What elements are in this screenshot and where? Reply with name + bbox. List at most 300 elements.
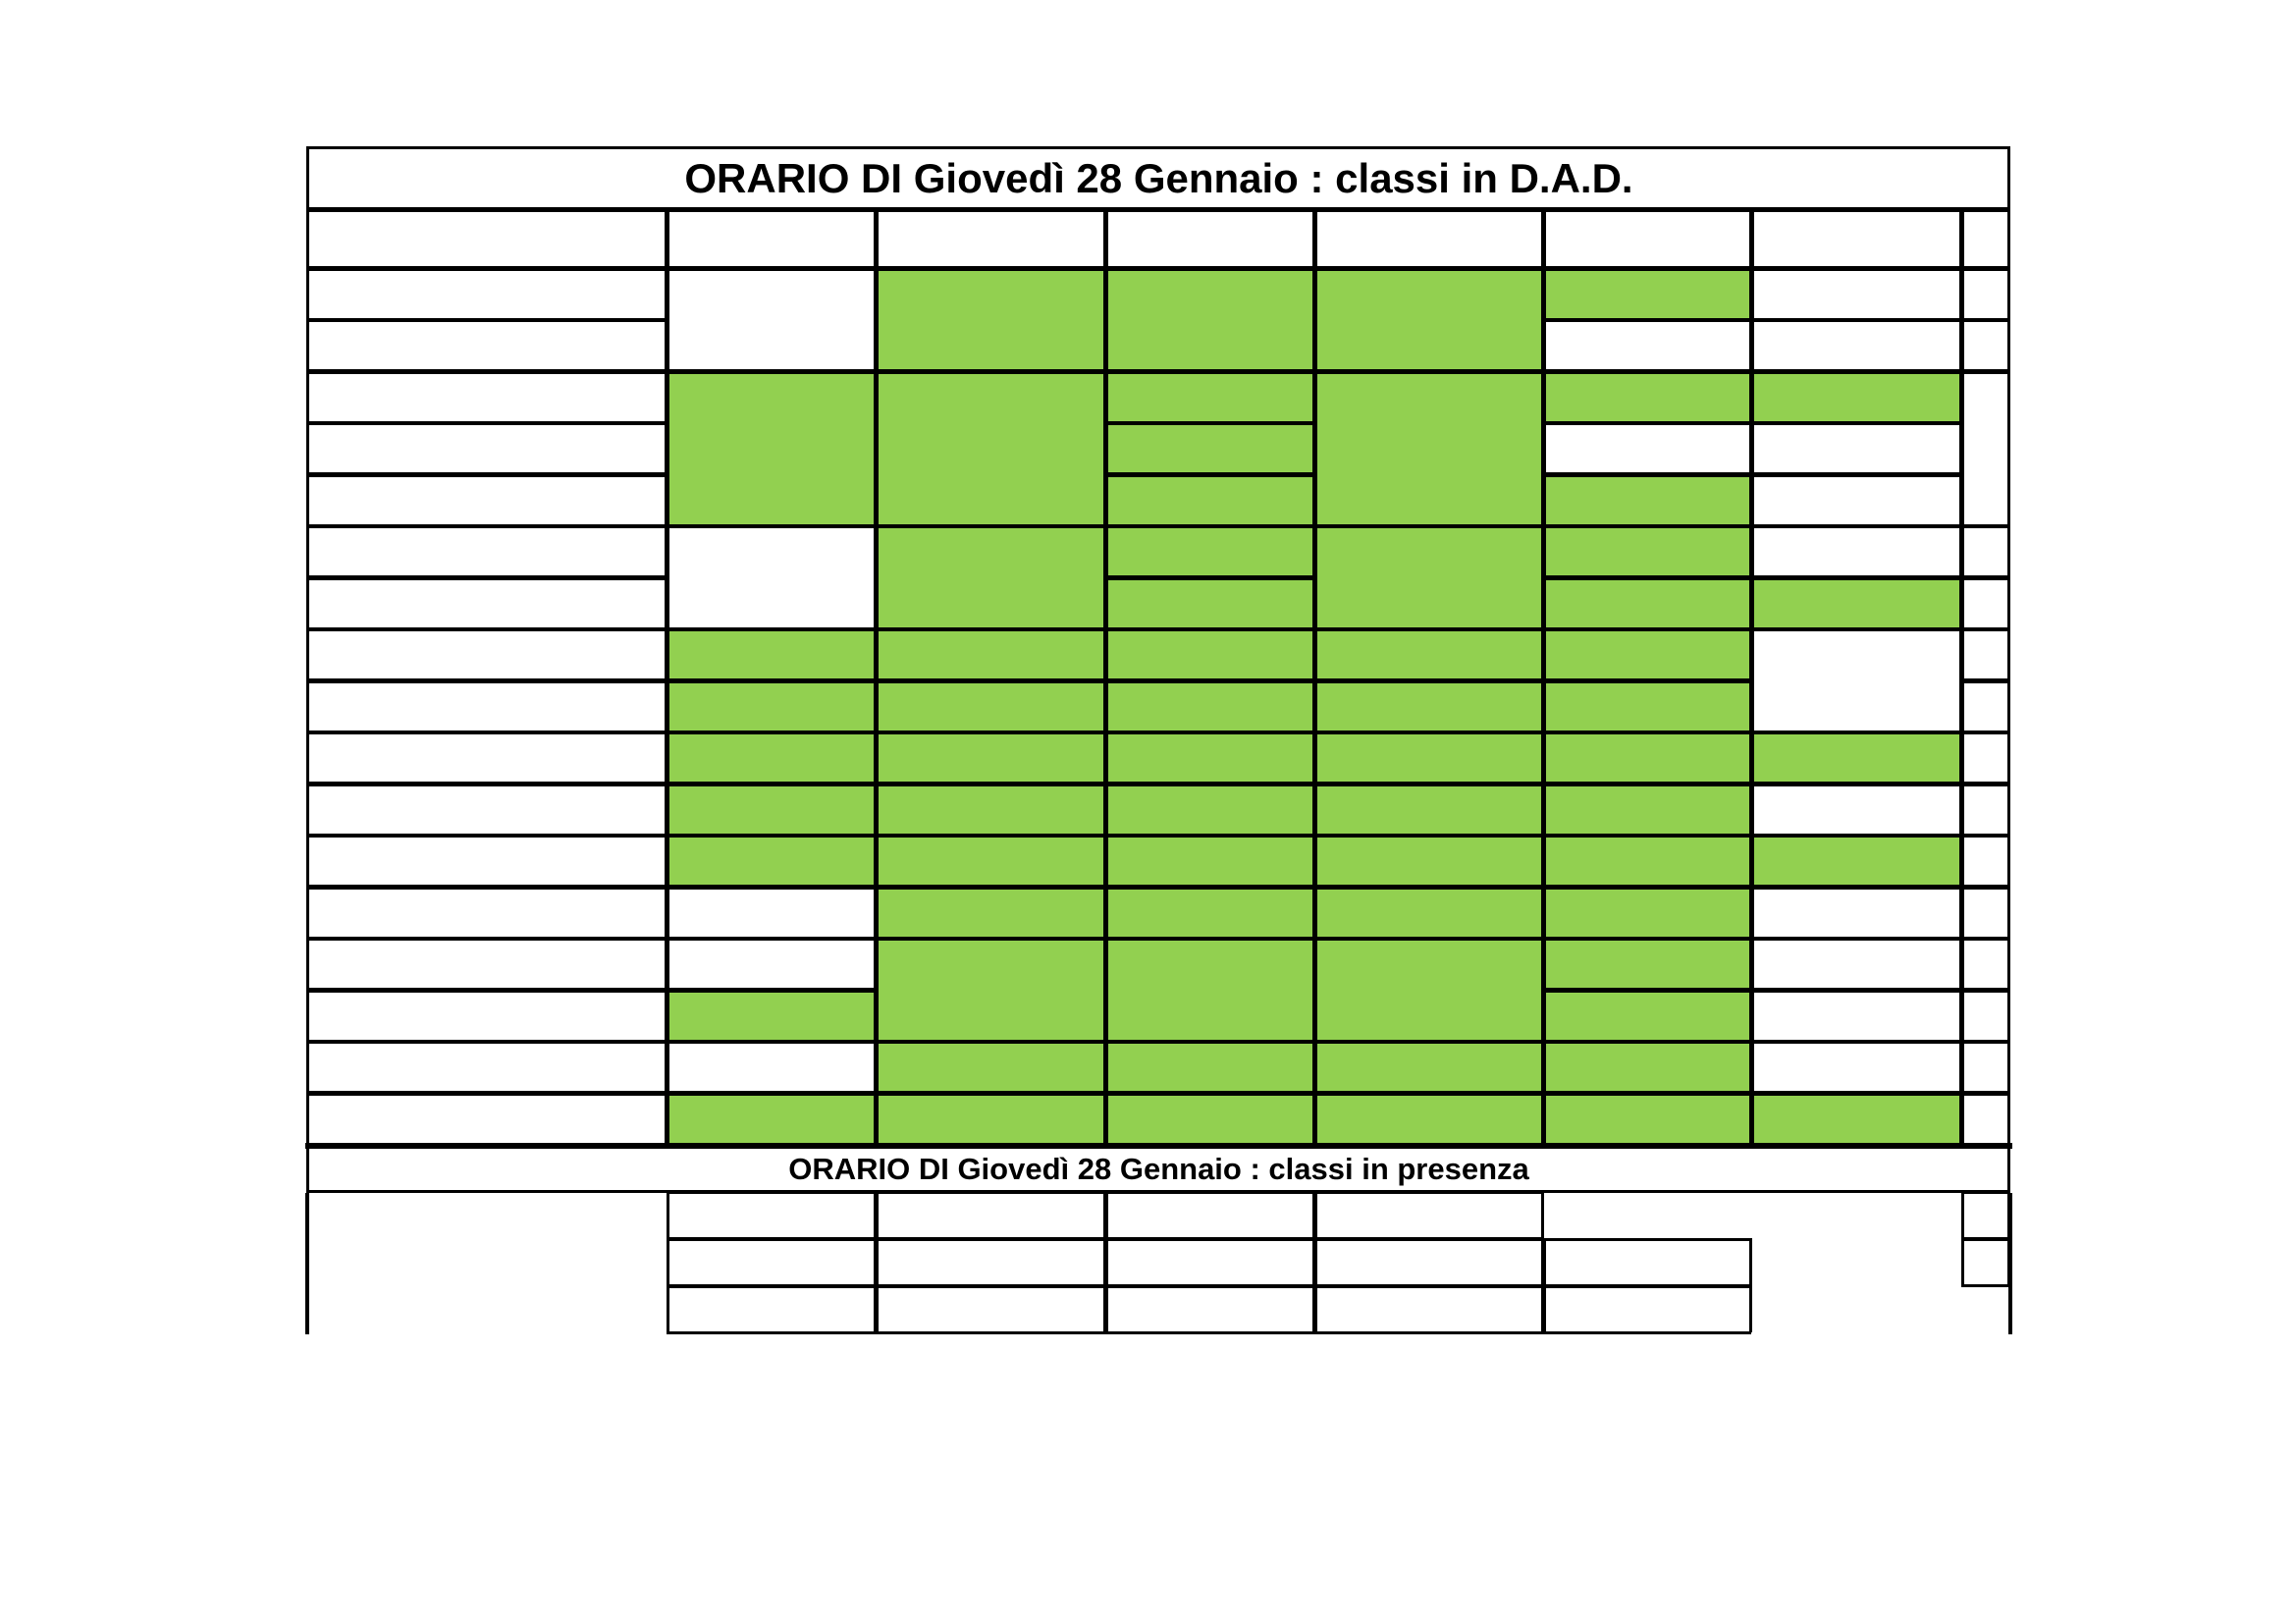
grid-line <box>1543 938 1751 941</box>
schedule-cell <box>1106 681 1315 733</box>
grid-line <box>667 1093 669 1145</box>
schedule-cell <box>1315 1094 1544 1146</box>
presenza-cell <box>1106 1287 1315 1334</box>
grid-line <box>306 525 309 577</box>
schedule-cell <box>1315 733 1544 785</box>
grid-line <box>1543 1285 1546 1332</box>
schedule-cell <box>1544 475 1752 527</box>
grid-line <box>1961 835 1964 887</box>
grid-line <box>667 1191 669 1238</box>
grid-line <box>1105 1238 1108 1285</box>
schedule-cell <box>667 1043 877 1095</box>
grid-line <box>667 525 876 528</box>
grid-line <box>876 1093 879 1145</box>
schedule-cell <box>1544 1094 1752 1146</box>
grid-line <box>1749 1238 1752 1285</box>
grid-line <box>1105 577 1108 629</box>
schedule-cell <box>877 1094 1106 1146</box>
grid-line <box>2007 680 2010 732</box>
subtitle-border <box>306 1144 2009 1147</box>
grid-line <box>1961 1093 2009 1096</box>
grid-line <box>306 1093 667 1096</box>
grid-line <box>1751 938 1754 990</box>
grid-line <box>876 887 1105 890</box>
grid-line <box>1314 887 1317 939</box>
grid-line <box>2007 1041 2010 1093</box>
grid-line <box>1105 938 1108 1041</box>
grid-line <box>1751 319 1961 322</box>
grid-line <box>1543 525 1751 528</box>
grid-line <box>874 990 877 1042</box>
class-name <box>307 733 667 785</box>
grid-line <box>306 938 667 941</box>
grid-line <box>1543 680 1546 732</box>
class-name <box>307 837 667 889</box>
grid-line <box>667 1285 669 1332</box>
grid-line <box>876 680 879 732</box>
grid-line <box>306 209 667 212</box>
grid-line <box>306 628 667 631</box>
grid-line <box>1312 422 1315 474</box>
schedule-cell <box>877 681 1106 733</box>
schedule-cell <box>877 269 1106 372</box>
grid-line <box>306 835 667 838</box>
schedule-cell <box>1106 424 1315 476</box>
grid-line <box>876 835 1105 838</box>
grid-line <box>1961 319 2009 322</box>
grid-line <box>1751 577 1961 580</box>
schedule-cell <box>667 269 877 372</box>
schedule-cell <box>667 733 877 785</box>
grid-line <box>667 938 876 941</box>
grid-line <box>876 1041 879 1093</box>
grid-line <box>667 835 669 887</box>
schedule-cell <box>1752 578 1962 630</box>
presenza-cell <box>1106 1240 1315 1287</box>
grid-line <box>1543 319 1546 371</box>
schedule-cell <box>877 630 1106 682</box>
schedule-cell <box>1752 940 1962 992</box>
grid-line <box>1105 1191 1108 1238</box>
grid-line <box>667 680 669 732</box>
schedule-cell <box>1315 837 1544 889</box>
grid-line <box>1105 628 1314 631</box>
grid-line <box>667 887 669 939</box>
grid-line <box>1961 887 2009 890</box>
grid-line <box>667 1093 876 1096</box>
schedule-cell <box>1752 321 1962 373</box>
grid-line <box>1751 784 1961 786</box>
grid-line <box>1961 731 2009 734</box>
schedule-cell <box>1544 991 1752 1043</box>
grid-line <box>1543 731 1546 784</box>
grid-line <box>667 209 669 268</box>
presenza-cell <box>1544 1287 1752 1334</box>
schedule-cell <box>667 837 877 889</box>
grid-line <box>1543 209 1546 268</box>
grid-line <box>1543 835 1751 838</box>
schedule-cell <box>877 733 1106 785</box>
grid-line <box>1751 731 1754 784</box>
presenza-cell <box>667 1240 877 1287</box>
schedule-cell <box>1106 733 1315 785</box>
grid-line <box>1543 731 1751 734</box>
grid-line <box>2007 887 2010 939</box>
grid-line <box>667 1191 876 1194</box>
grid-line <box>667 209 876 212</box>
schedule-cell <box>877 372 1106 527</box>
grid-line <box>1314 628 1543 631</box>
grid-line <box>1314 835 1543 838</box>
grid-line <box>1543 1238 1546 1285</box>
grid-line <box>306 577 309 629</box>
grid-line <box>1543 887 1546 939</box>
class-name <box>307 424 667 476</box>
grid-line <box>876 371 879 526</box>
schedule-cell <box>1752 733 1962 785</box>
grid-line <box>1314 731 1317 784</box>
schedule-cell <box>1544 681 1752 733</box>
grid-line <box>306 680 309 732</box>
class-name <box>307 1043 667 1095</box>
grid-line <box>1751 474 1961 477</box>
grid-line <box>1961 680 2009 683</box>
grid-line <box>1105 1285 1108 1332</box>
schedule-cell <box>877 888 1106 940</box>
grid-line <box>876 887 879 939</box>
schedule-cell <box>667 888 877 940</box>
grid-line <box>305 1193 309 1334</box>
grid-line <box>876 268 1105 271</box>
grid-line <box>1314 938 1543 941</box>
schedule-cell <box>1544 1043 1752 1095</box>
class-name <box>307 784 667 837</box>
grid-line <box>1105 209 1314 212</box>
grid-line <box>306 371 309 423</box>
schedule-cell <box>667 784 877 837</box>
grid-line <box>1751 1041 1754 1093</box>
grid-line <box>1105 731 1108 784</box>
grid-line <box>876 1041 1105 1044</box>
class-name <box>307 888 667 940</box>
grid-line <box>1751 209 1754 268</box>
schedule-cell <box>667 1094 877 1146</box>
grid-line <box>1749 1285 1752 1332</box>
class-name <box>307 527 667 579</box>
grid-line <box>1105 1238 1314 1241</box>
grid-line <box>306 731 667 734</box>
grid-line <box>1105 209 1108 268</box>
schedule-cell <box>1106 630 1315 682</box>
schedule-cell <box>1315 1043 1544 1095</box>
schedule-cell <box>1752 269 1962 321</box>
grid-line <box>876 1285 879 1332</box>
grid-line <box>876 1191 879 1238</box>
grid-line <box>876 1191 1105 1194</box>
grid-line <box>1961 1238 1964 1285</box>
schedule-cell <box>1752 784 1962 837</box>
grid-line <box>1751 887 1961 890</box>
grid-line <box>1105 835 1108 887</box>
grid-line <box>1751 422 1961 425</box>
grid-line <box>1751 209 1961 212</box>
grid-line <box>1543 577 1546 629</box>
grid-line <box>306 835 309 887</box>
grid-line <box>667 938 669 990</box>
schedule-cell <box>1752 1043 1962 1095</box>
grid-line <box>1749 680 1752 732</box>
grid-line <box>1961 990 1964 1042</box>
grid-line <box>1543 990 1751 993</box>
grid-line <box>1105 835 1314 838</box>
grid-line <box>1105 680 1108 732</box>
grid-line <box>306 422 309 474</box>
grid-line <box>306 628 309 680</box>
grid-line <box>1543 268 1546 320</box>
grid-line <box>1314 680 1317 732</box>
grid-line <box>876 1238 879 1285</box>
grid-line <box>876 680 1105 683</box>
grid-line <box>667 784 669 836</box>
grid-line <box>1961 577 2009 580</box>
title-border <box>306 146 309 209</box>
grid-line <box>667 990 669 1042</box>
presenza-class-name <box>307 1287 667 1334</box>
grid-line <box>1543 1238 1751 1241</box>
grid-line <box>306 268 667 271</box>
schedule-cell <box>667 991 877 1043</box>
grid-line <box>1314 1093 1543 1096</box>
grid-line <box>1105 422 1108 474</box>
grid-line <box>1543 577 1751 580</box>
grid-line <box>876 938 1105 941</box>
grid-line <box>1751 319 1754 371</box>
grid-line <box>667 1041 669 1093</box>
grid-line <box>1961 577 1964 629</box>
schedule-cell <box>1752 888 1962 940</box>
grid-line <box>1961 268 2009 271</box>
grid-line <box>1751 990 1961 993</box>
class-name <box>307 269 667 321</box>
grid-line <box>1543 474 1546 526</box>
grid-line <box>1751 835 1961 838</box>
grid-line <box>667 371 876 374</box>
schedule-cell <box>1106 1094 1315 1146</box>
grid-line <box>1314 731 1543 734</box>
grid-line <box>1961 371 1964 526</box>
grid-line <box>876 371 1105 374</box>
grid-line <box>1961 938 1964 990</box>
schedule-cell <box>1106 784 1315 837</box>
presenza-cell <box>667 1193 877 1240</box>
grid-line <box>1543 422 1546 474</box>
grid-line <box>1543 1041 1546 1093</box>
grid-line <box>2007 1191 2010 1238</box>
grid-line <box>667 525 669 628</box>
grid-line <box>1961 1284 2009 1287</box>
grid-line <box>1314 784 1543 786</box>
grid-line <box>1751 268 1754 320</box>
presenza-class-name <box>307 1240 667 1287</box>
grid-line <box>1751 525 1961 528</box>
schedule-cell <box>1752 1094 1962 1146</box>
grid-line <box>1314 268 1543 271</box>
grid-line <box>876 784 1105 786</box>
grid-line <box>1543 422 1751 425</box>
grid-line <box>1543 209 1751 212</box>
grid-line <box>1314 628 1317 680</box>
grid-line <box>1961 1093 1964 1145</box>
presenza-cell <box>667 1287 877 1334</box>
grid-line <box>1105 784 1108 836</box>
grid-line <box>667 784 876 786</box>
grid-line <box>306 525 667 528</box>
schedule-cell <box>667 630 877 682</box>
header-classe <box>307 210 667 269</box>
schedule-cell <box>1315 784 1544 837</box>
grid-line <box>667 1238 669 1285</box>
grid-line <box>306 990 309 1042</box>
grid-line <box>1751 938 1961 941</box>
grid-line <box>306 268 309 320</box>
schedule-cell <box>1315 527 1544 630</box>
grid-line <box>876 209 879 268</box>
grid-line <box>1105 268 1108 371</box>
grid-line <box>1543 1093 1751 1096</box>
grid-line <box>2007 731 2010 784</box>
grid-line <box>1105 784 1314 786</box>
schedule-cell <box>667 372 877 527</box>
grid-line <box>876 731 1105 734</box>
grid-line <box>876 268 879 371</box>
grid-line <box>1751 371 1754 423</box>
schedule-cell <box>1752 372 1962 424</box>
grid-line <box>876 628 879 680</box>
grid-line <box>1105 1041 1314 1044</box>
grid-line <box>1105 1331 1314 1334</box>
grid-line <box>1314 1238 1317 1285</box>
grid-line <box>1543 990 1546 1042</box>
class-name <box>307 630 667 682</box>
page-title: ORARIO DI Giovedì 28 Gennaio : classi in D.A.D. <box>684 155 1633 201</box>
grid-line <box>1314 209 1317 268</box>
grid-line <box>1314 1191 1317 1238</box>
grid-line <box>1543 1331 1751 1334</box>
grid-line <box>1543 784 1546 836</box>
grid-line <box>667 990 876 993</box>
grid-line <box>1105 1285 1314 1288</box>
grid-line <box>306 371 667 374</box>
grid-line <box>1314 1041 1543 1044</box>
schedule-cell <box>1106 578 1315 630</box>
grid-line <box>306 474 309 526</box>
grid-line <box>2007 577 2010 629</box>
grid-line <box>306 577 667 580</box>
grid-line <box>2007 209 2010 268</box>
schedule-cell <box>877 940 1106 1043</box>
grid-line <box>1961 990 2009 993</box>
schedule-cell <box>1106 1043 1315 1095</box>
grid-line <box>1105 887 1108 939</box>
grid-line <box>1543 835 1546 887</box>
schedule-cell <box>667 681 877 733</box>
grid-line <box>1105 1191 1314 1194</box>
presenza-cell <box>1106 1193 1315 1240</box>
grid-line <box>876 628 1105 631</box>
grid-line <box>1961 628 1964 680</box>
grid-line <box>2007 784 2010 836</box>
grid-line <box>306 784 667 786</box>
grid-line <box>306 784 309 836</box>
grid-line <box>1541 1191 1544 1238</box>
grid-line <box>1314 1041 1317 1093</box>
grid-line <box>876 1331 1105 1334</box>
grid-line <box>876 1285 1105 1288</box>
grid-line <box>876 209 1105 212</box>
schedule-cell <box>877 837 1106 889</box>
schedule-cell <box>1752 424 1962 476</box>
subtitle-border <box>306 1144 309 1191</box>
grid-line <box>1543 319 1751 322</box>
grid-line <box>1751 1093 1754 1145</box>
presenza-cell <box>877 1240 1106 1287</box>
grid-line <box>1961 1238 2009 1241</box>
grid-line <box>1543 371 1751 374</box>
grid-line <box>1314 835 1317 887</box>
grid-line <box>306 887 667 890</box>
schedule-cell <box>1544 940 1752 992</box>
presenza-cell <box>877 1193 1106 1240</box>
grid-line <box>1961 209 1964 268</box>
grid-line <box>1105 1041 1108 1093</box>
class-name <box>307 321 667 373</box>
grid-line <box>1105 1093 1108 1145</box>
schedule-cell <box>1752 475 1962 527</box>
schedule-cell <box>667 527 877 630</box>
schedule-cell <box>1544 888 1752 940</box>
grid-line <box>1105 680 1314 683</box>
grid-line <box>1751 371 1961 374</box>
grid-line <box>667 731 669 784</box>
grid-line <box>1751 422 1754 474</box>
schedule-cell <box>1106 372 1315 424</box>
class-name <box>307 1094 667 1146</box>
grid-line <box>2007 938 2010 990</box>
grid-line <box>1105 628 1108 680</box>
class-name <box>307 372 667 424</box>
grid-line <box>1751 731 1961 734</box>
schedule-cell <box>877 1043 1106 1095</box>
class-name <box>307 475 667 527</box>
grid-line <box>2007 1093 2010 1145</box>
grid-line <box>1314 525 1543 528</box>
schedule-cell <box>1752 630 1962 733</box>
grid-line <box>2007 990 2010 1042</box>
grid-line <box>1314 1093 1317 1145</box>
grid-line <box>2007 319 2010 371</box>
grid-line <box>1312 577 1315 629</box>
grid-line <box>1751 835 1754 887</box>
presenza-cell <box>1315 1287 1544 1334</box>
grid-line <box>306 319 667 322</box>
grid-line <box>1105 268 1314 271</box>
grid-line <box>1105 371 1108 423</box>
schedule-cell <box>1544 784 1752 837</box>
presenza-cell <box>877 1287 1106 1334</box>
grid-line <box>1543 474 1751 477</box>
grid-line <box>1314 371 1543 374</box>
grid-line <box>667 268 669 371</box>
